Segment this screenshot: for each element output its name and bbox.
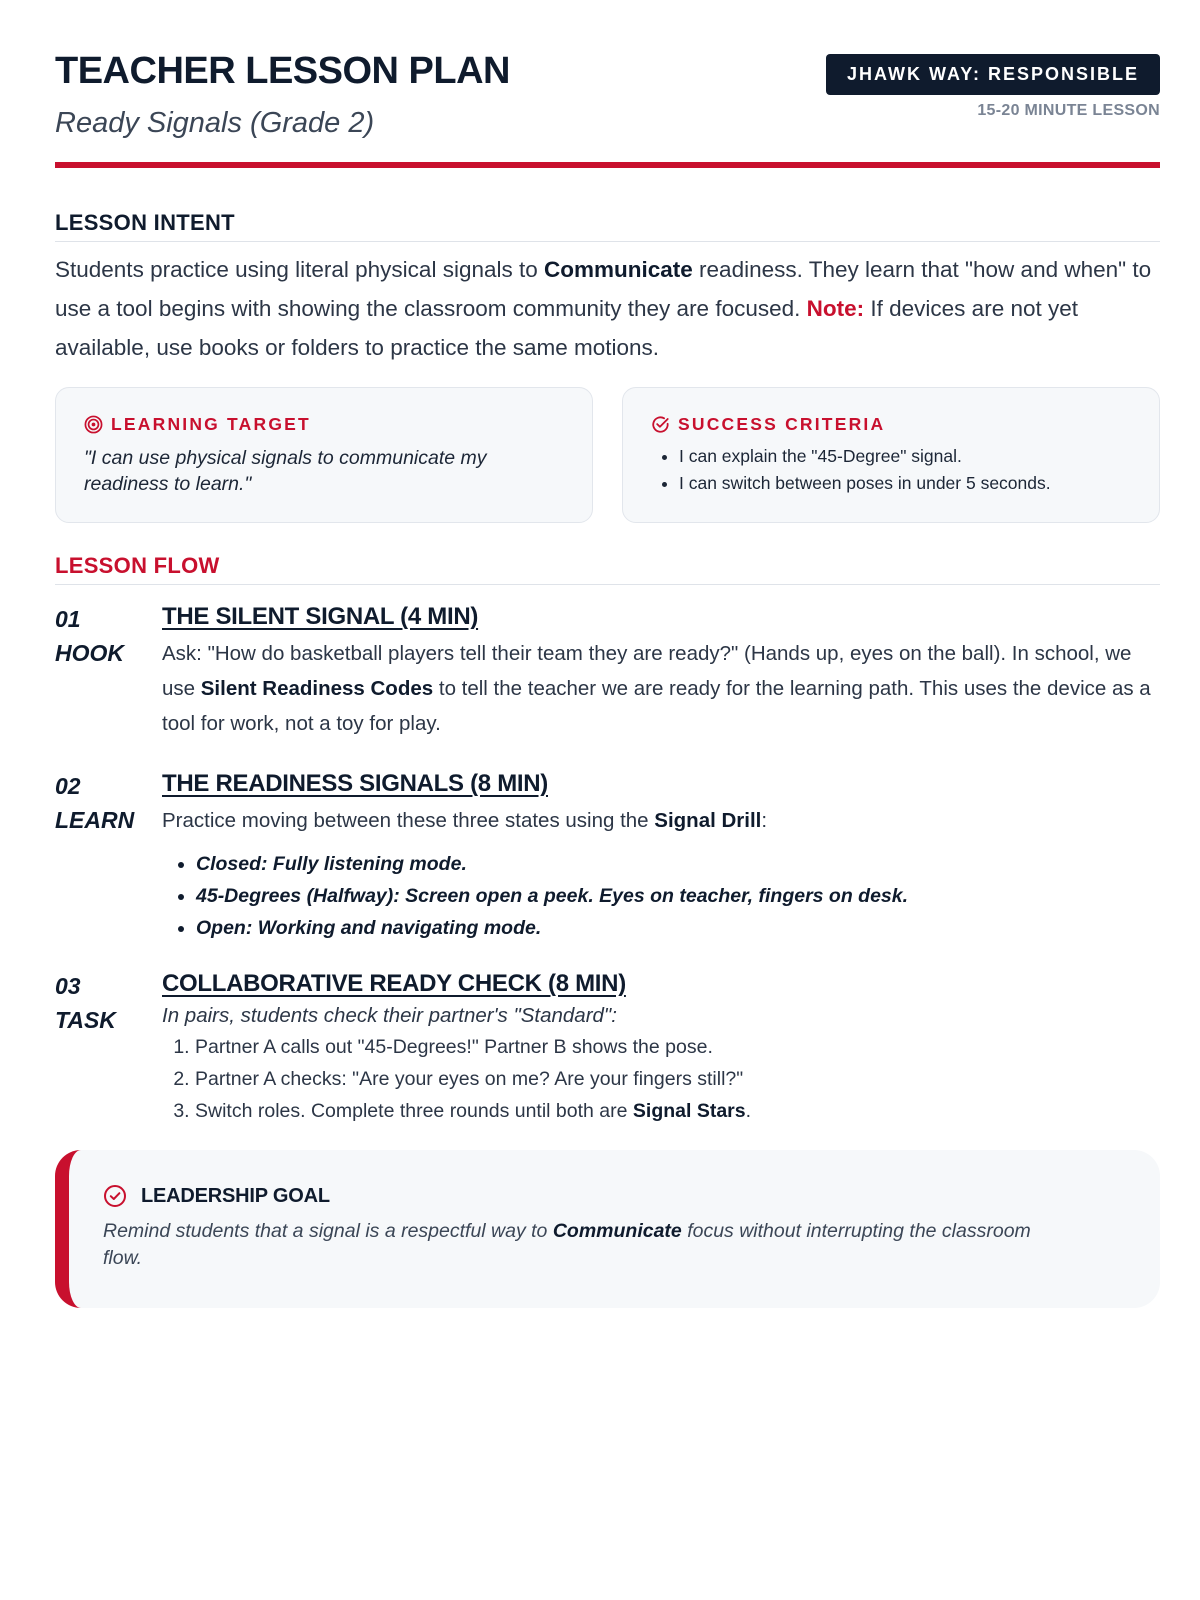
lesson-plan-page: [55, 0, 1160, 1269]
learning-target-header: [84, 414, 564, 435]
step-text: [162, 803, 1160, 838]
goal-text-part: Remind students that a signal is a respectful way to: [103, 1220, 553, 1242]
document-subtitle: Ready Signals (Grade 2): [55, 107, 375, 139]
intent-text-part: If devices are not yet available, use books or folders to practice the same motions.: [55, 296, 1079, 360]
step-number: 01: [55, 606, 81, 632]
step-number-label: [55, 769, 134, 837]
task-step-item: 2. Partner A checks: "Are your eyes on me? Are your fingers still?": [195, 1063, 1160, 1095]
step-bold-term: Signal Drill: [654, 809, 762, 832]
jhawk-way-badge: JHAWK WAY: RESPONSIBLE: [826, 54, 1160, 95]
learning-target-heading: LEARNING TARGET: [111, 414, 311, 434]
step-text: [162, 636, 1160, 741]
learning-target-card: [55, 387, 593, 523]
task-intro: In pairs, students check their partner's "Standard":: [162, 1004, 617, 1027]
step-number: 03: [55, 973, 81, 999]
step-title: THE SILENT SIGNAL (4 MIN): [162, 603, 479, 630]
step-label: HOOK: [55, 640, 124, 666]
lesson-flow-section: [55, 553, 1160, 1122]
target-criteria-cards: [55, 387, 1160, 523]
task-step-end: .: [745, 1100, 752, 1122]
intent-note-label: Note:: [806, 296, 865, 321]
signal-state-item: • Open: Working and navigating mode.: [196, 912, 1160, 944]
step-label: TASK: [55, 1007, 116, 1033]
step-label: LEARN: [55, 807, 135, 833]
step-text-part: Practice moving between these three states using the: [162, 809, 655, 832]
step-title: THE READINESS SIGNALS (8 MIN): [162, 770, 548, 797]
check-circle-icon: [651, 415, 670, 434]
check-circle-icon: [103, 1184, 127, 1208]
intent-text-part: Students practice using literal physical signals to: [55, 257, 545, 282]
lesson-intent-heading: LESSON INTENT: [55, 210, 1160, 242]
step-body: [162, 769, 1160, 944]
target-icon: [84, 415, 103, 434]
lesson-intent-text: [55, 250, 1160, 367]
intent-text-part: readiness. They learn that "how and when" to use a tool begins with showing the classroom community they are focused.: [55, 257, 1152, 321]
task-step-bold: Signal Stars: [632, 1100, 746, 1122]
success-criteria-list: [651, 443, 1131, 497]
task-step-item: 1. Partner A calls out "45-Degrees!" Partner B shows the pose.: [195, 1031, 1160, 1063]
document-header: [55, 0, 1160, 170]
success-criteria-card: [622, 387, 1160, 523]
step-number-label: [55, 969, 116, 1037]
signal-state-item: • 45-Degrees (Halfway): Screen open a peek. Eyes on teacher, fingers on desk.: [196, 880, 1160, 912]
step-text-part: Ask: "How do basketball players tell their team they are ready?" (Hands up, eyes on the ball). In school, we use: [162, 642, 1132, 700]
success-criteria-item: • I can switch between poses in under 5 seconds.: [679, 470, 1131, 497]
signal-states-list: [162, 848, 1160, 944]
task-step-item: [195, 1095, 1160, 1127]
goal-bold-communicate: Communicate: [552, 1220, 682, 1242]
document-title: TEACHER LESSON PLAN: [55, 50, 510, 92]
learning-target-quote: "I can use physical signals to communicate my readiness to learn.": [84, 447, 487, 495]
step-bold-term: Silent Readiness Codes: [200, 677, 434, 700]
header-divider: [55, 162, 1160, 168]
intent-bold-communicate: Communicate: [544, 257, 693, 282]
task-steps-list: [162, 1031, 1160, 1127]
leadership-goal-header: [103, 1184, 1126, 1208]
step-text-part: to tell the teacher we are ready for the learning path. This uses the device as a tool for work, not a toy for play.: [162, 677, 1151, 735]
step-body: [162, 969, 1160, 1127]
success-criteria-header: [651, 414, 1131, 435]
leadership-goal-callout: [55, 1150, 1160, 1308]
leadership-goal-text: [103, 1218, 1063, 1272]
leadership-goal-heading: LEADERSHIP GOAL: [141, 1184, 330, 1207]
signal-state-item: • Closed: Fully listening mode.: [196, 848, 1160, 880]
goal-text-part: focus without interrupting the classroom flow.: [103, 1220, 1031, 1269]
lesson-duration: 15-20 MINUTE LESSON: [977, 102, 1160, 119]
step-number-label: [55, 602, 124, 670]
lesson-flow-heading: LESSON FLOW: [55, 553, 1160, 585]
step-title: COLLABORATIVE READY CHECK (8 MIN): [162, 970, 626, 997]
step-body: [162, 602, 1160, 741]
success-criteria-item: • I can explain the "45-Degree" signal.: [679, 443, 1131, 470]
task-step-text: Switch roles. Complete three rounds until both are: [195, 1100, 633, 1122]
lesson-intent-section: [55, 210, 1160, 367]
step-text-part: :: [761, 809, 768, 832]
step-number: 02: [55, 773, 81, 799]
success-criteria-heading: SUCCESS CRITERIA: [678, 414, 886, 434]
